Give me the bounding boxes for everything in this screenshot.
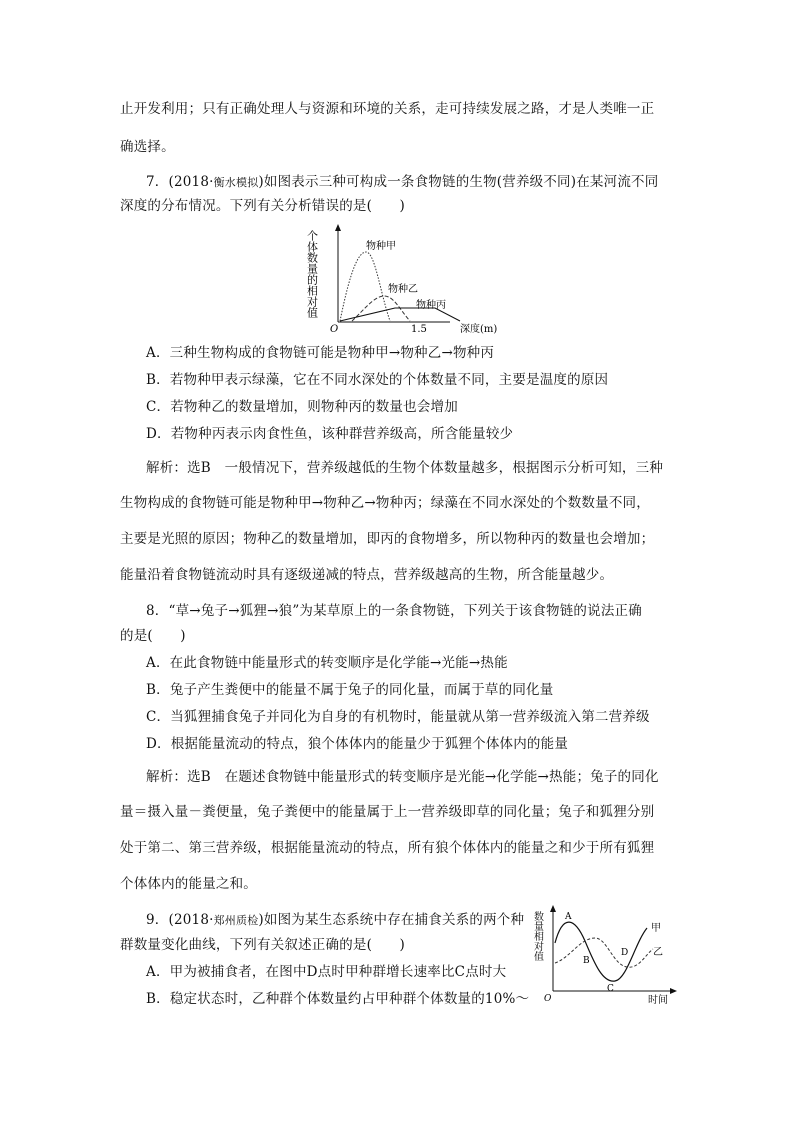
option-c: C．若物种乙的数量增加，则物种丙的数量也会增加 <box>146 399 458 415</box>
option-a: A．在此食物链中能量形式的转变顺序是化学能→光能→热能 <box>146 655 508 671</box>
figure-tick: 1.5 <box>411 324 427 335</box>
analysis-line: 解析：选B 在题述食物链中能量形式的转变顺序是光能→化学能→热能；兔子的同化 <box>146 769 659 785</box>
option-b: B．稳定状态时，乙种群个体数量约占甲种群个体数量的10%～ <box>146 991 530 1007</box>
point-label: D <box>621 948 629 958</box>
analysis-line: 量＝摄入量－粪便量，兔子粪便中的能量属于上一营养级即草的同化量；兔子和狐狸分别 <box>120 804 655 820</box>
question-8-stem: 8．“草→兔子→狐狸→狼”为某草原上的一条食物链，下列关于该食物链的说法正确 <box>146 603 642 619</box>
analysis-line: 主要是光照的原因；物种乙的数量增加，即丙的食物增多，所以物种丙的数量也会增加； <box>120 531 655 547</box>
series-label: 乙 <box>653 947 663 958</box>
option-a: A．甲为被捕食者，在图中D点时甲种群增长速率比C点时大 <box>146 964 507 980</box>
analysis-line: 生物构成的食物链可能是物种甲→物种乙→物种丙；绿藻在不同水深处的个数数量不同， <box>120 495 650 511</box>
question-9-stem-line2: 群数量变化曲线，下列有关叙述正确的是( ) <box>120 937 405 953</box>
question-7-stem-line2: 深度的分布情况。下列有关分析错误的是( ) <box>120 198 405 214</box>
option-d: D．若物种丙表示肉食性鱼，该种群营养级高，所含能量较少 <box>146 426 514 442</box>
question-9-stem: 9．(2018·郑州质检)如图为某生态系统中存在捕食关系的两个种 <box>146 912 525 928</box>
question-7-stem: 7．(2018·衡水模拟)如图表示三种可构成一条食物链的生物(营养级不同)在某河流不同 <box>146 174 659 190</box>
option-b: B．若物种甲表示绿藻，它在不同水深处的个体数量不同，主要是温度的原因 <box>146 372 609 388</box>
point-label: B <box>583 956 590 966</box>
series-label: 物种甲 <box>366 241 396 252</box>
option-b: B．兔子产生粪便中的能量不属于兔子的同化量，而属于草的同化量 <box>146 682 554 698</box>
series-jia-curve <box>555 922 647 981</box>
series-label: 物种丙 <box>416 300 446 311</box>
figure-xlabel: 时间 <box>648 995 668 1006</box>
option-c: C．当狐狸捕食兔子并同化为自身的有机物时，能量就从第一营养级流入第二营养级 <box>146 709 650 725</box>
analysis-line: 处于第二、第三营养级，根据能量流动的特点，所有狼个体体内的能量之和少于所有狐狸 <box>120 840 655 856</box>
figure-origin: O <box>330 324 339 335</box>
point-label: C <box>607 984 614 994</box>
question-source: 衡水模拟 <box>213 176 259 189</box>
paragraph-line: 确选择。 <box>120 139 175 155</box>
analysis-line: 能量沿着食物链流动时具有逐级递减的特点，营养级越高的生物，所含能量越少。 <box>120 567 614 583</box>
paragraph-line: 止开发利用；只有正确处理人与资源和环境的关系，走可持续发展之路，才是人类唯一正 <box>120 101 655 117</box>
question-8-stem-line2: 的是( ) <box>120 628 186 644</box>
predator-prey-figure <box>531 903 685 1006</box>
figure-origin: O <box>544 994 552 1004</box>
series-label: 物种乙 <box>388 284 418 295</box>
question-source: 郑州质检 <box>213 914 259 927</box>
depth-distribution-figure <box>300 222 520 337</box>
point-label: A <box>565 912 572 922</box>
analysis-line: 个体体内的能量之和。 <box>120 876 257 892</box>
option-d: D．根据能量流动的特点，狼个体体内的能量少于狐狸个体体内的能量 <box>146 736 569 752</box>
figure-xlabel: 深度(m) <box>460 324 498 335</box>
figure-ylabel: 数量相对值 <box>531 911 543 961</box>
figure-ylabel: 个体数量的相对值 <box>305 230 319 318</box>
series-label: 甲 <box>651 923 661 934</box>
analysis-line: 解析：选B 一般情况下，营养级越低的生物个体数量越多，根据图示分析可知，三种 <box>146 460 664 476</box>
option-a: A．三种生物构成的食物链可能是物种甲→物种乙→物种丙 <box>146 345 495 361</box>
